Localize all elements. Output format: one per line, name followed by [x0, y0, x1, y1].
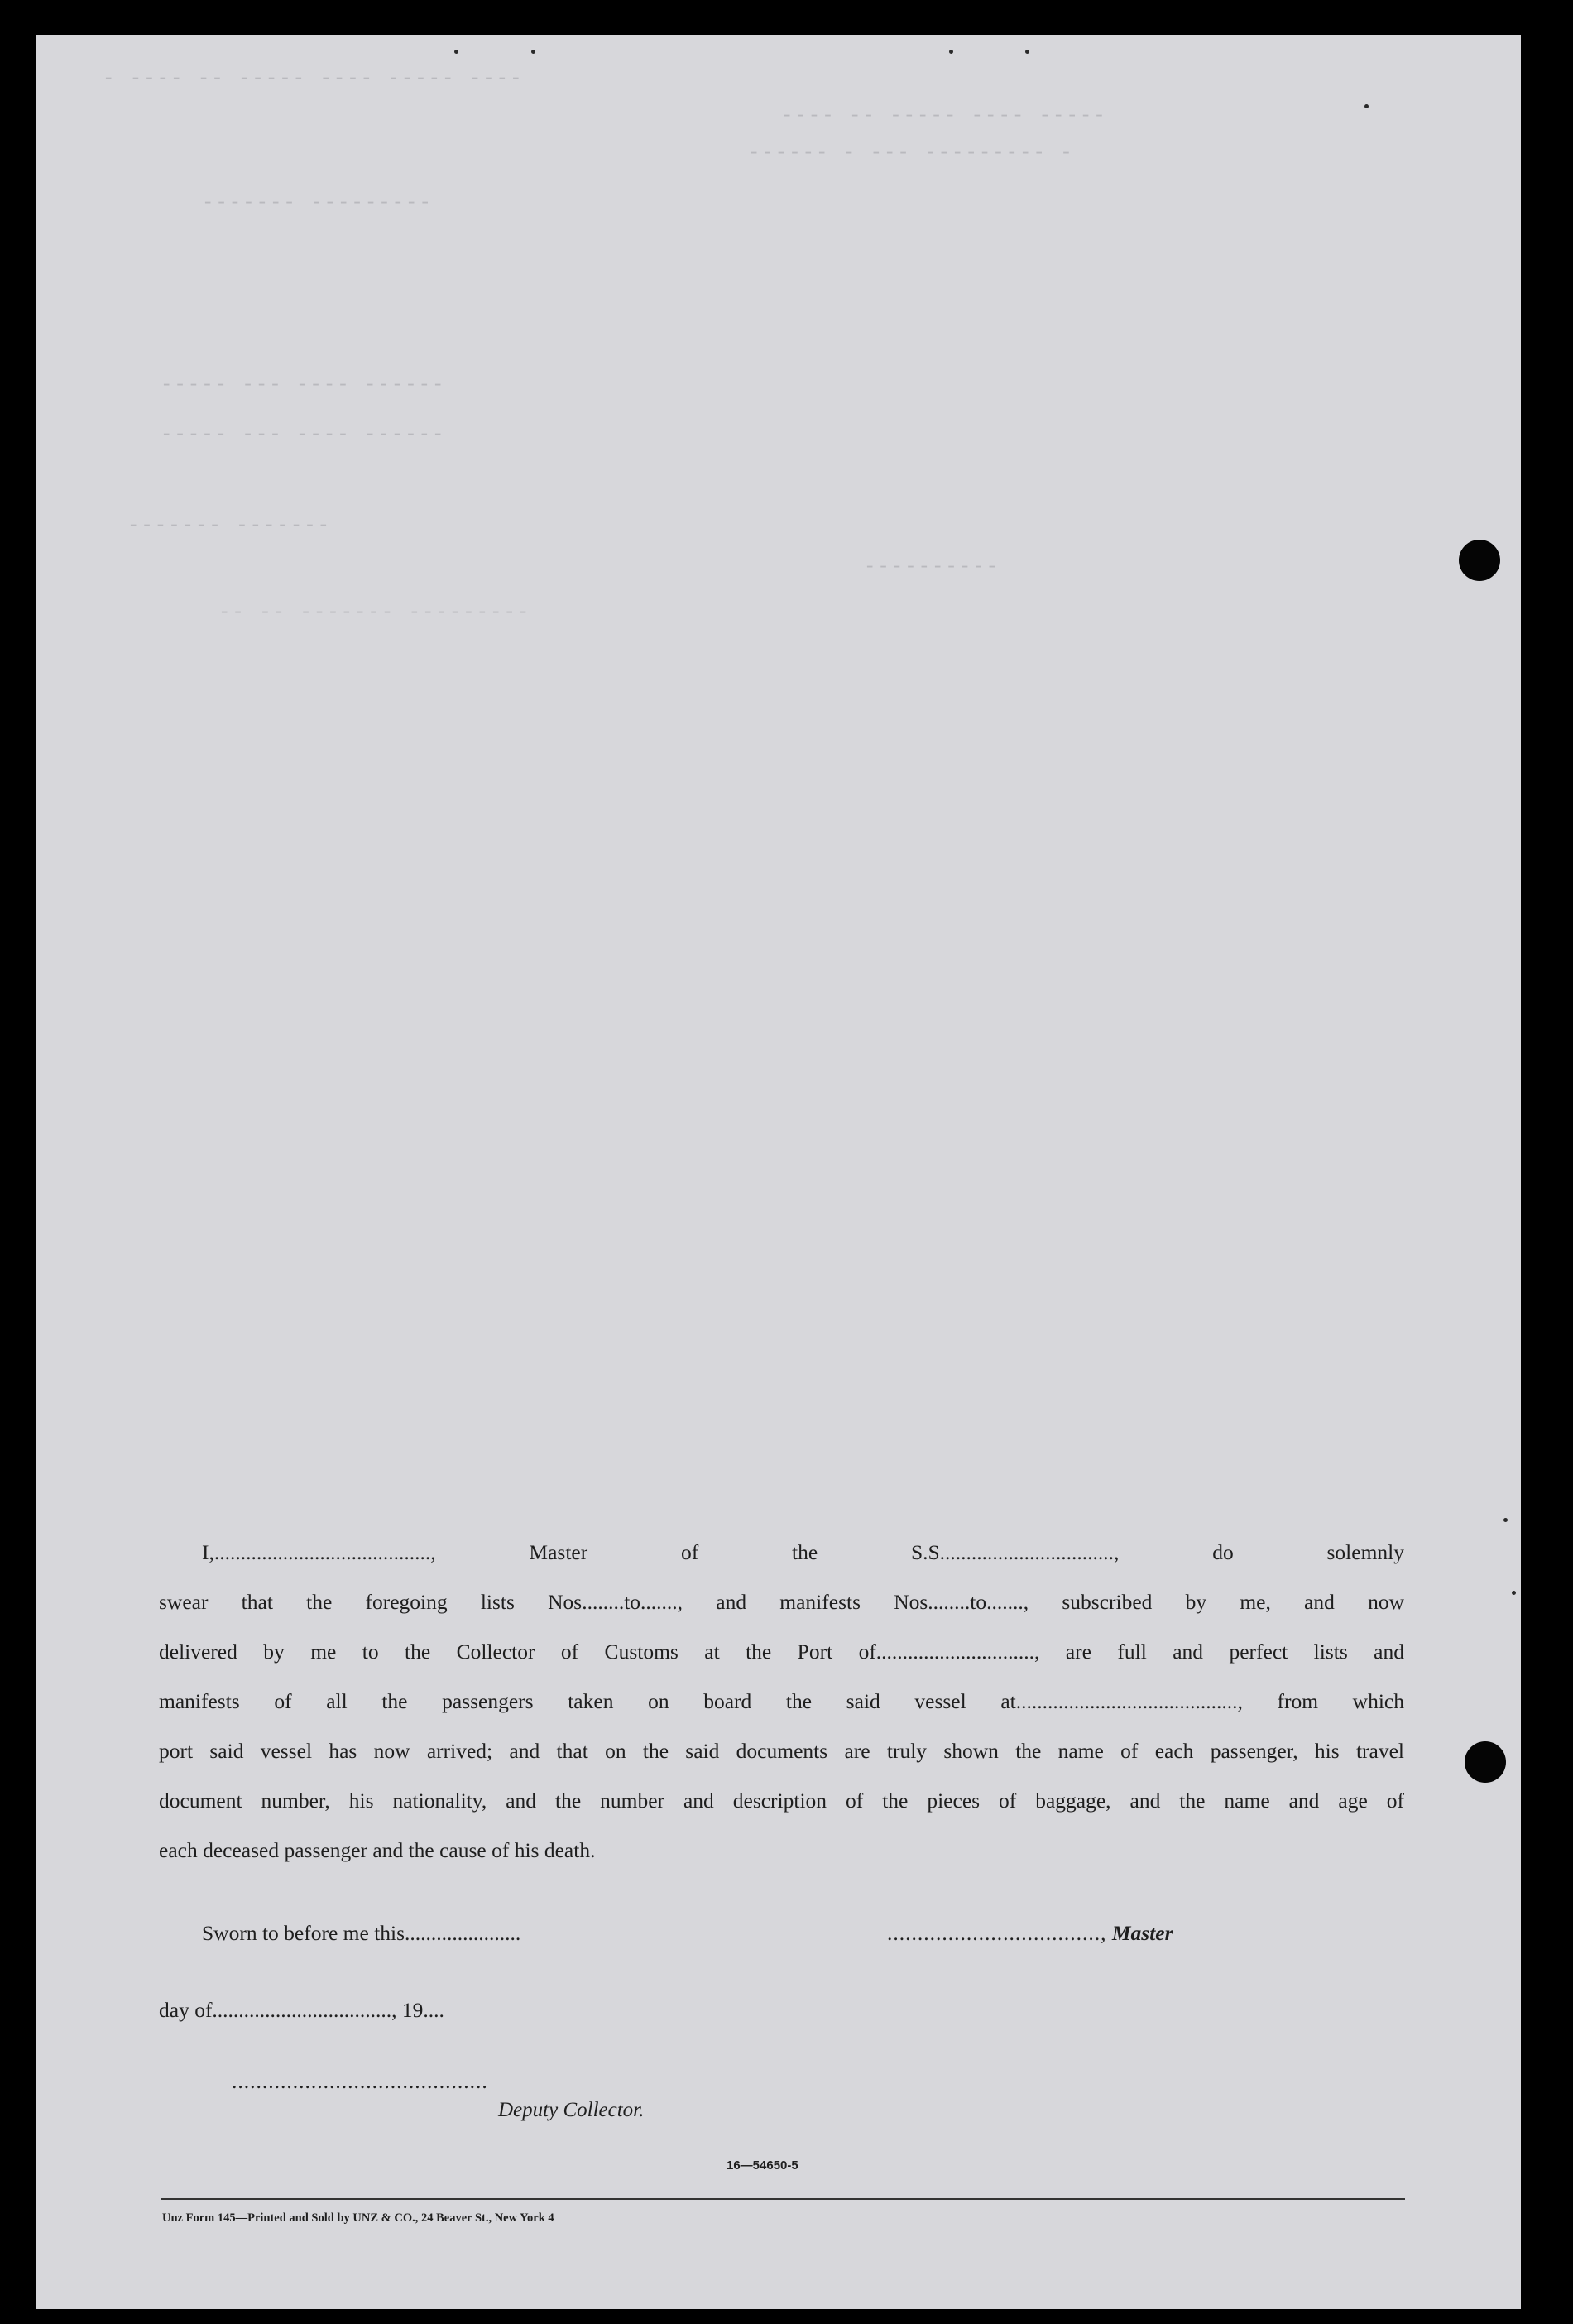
speck	[1512, 1591, 1516, 1595]
deputy-signature-dots: ..........................................	[232, 2069, 488, 2093]
deputy-collector-label: Deputy Collector.	[498, 2099, 645, 2121]
bleed-through-mark: ------ - --- --------- -	[748, 142, 1074, 165]
master-signature-dots: ...................................,	[887, 1921, 1107, 1945]
printer-imprint: Unz Form 145—Printed and Sold by UNZ & CO., 24 Beaver St., New York 4	[162, 2211, 554, 2225]
bleed-through-area	[36, 35, 1521, 697]
oath-line: document number, his nationality, and the number and description of the pieces of baggage, and the name and age of	[159, 1789, 1404, 1813]
master-oath	[159, 1528, 1404, 1875]
bleed-through-mark: ----- --- ---- ------	[161, 424, 446, 446]
oath-line: delivered by me to the Collector of Customs at the Port of.............................., are full and perfect lists and	[159, 1640, 1404, 1664]
oath-line: swear that the foregoing lists Nos........to......., and manifests Nos........to......., subscribed by me, and now	[159, 1590, 1404, 1614]
oath-line: manifests of all the passengers taken on board the said vessel at.........................................., from which	[159, 1689, 1404, 1713]
oath-line: each deceased passenger and the cause of his death.	[159, 1838, 596, 1862]
speck	[1364, 104, 1369, 108]
speck	[454, 50, 458, 54]
sworn-before-line: Sworn to before me this......................	[202, 1921, 521, 1945]
bleed-through-mark: - ---- -- ----- ---- ----- ----	[103, 68, 524, 90]
punch-hole	[1459, 540, 1500, 581]
speck	[1503, 1518, 1508, 1522]
master-label: Master	[1111, 1921, 1173, 1945]
master-signature-line	[887, 1921, 1173, 1946]
oath-line: port said vessel has now arrived; and that on the said documents are truly shown the name of each passenger, his travel	[159, 1739, 1404, 1763]
bleed-through-mark: ----------	[864, 556, 1000, 579]
bleed-through-mark: ----- --- ---- ------	[161, 374, 446, 396]
oath-line: I,........................................., Master of the S.S................................., do solemnly	[202, 1540, 1404, 1564]
document-page	[36, 35, 1521, 2309]
speck	[531, 50, 535, 54]
footer-rule	[161, 2198, 1405, 2200]
bleed-through-mark: ------- ---------	[202, 192, 433, 214]
speck	[949, 50, 953, 54]
speck	[1025, 50, 1029, 54]
bleed-through-mark: ------- -------	[127, 515, 332, 537]
bleed-through-mark: -- -- ------- ---------	[218, 602, 531, 624]
day-of-line: day of.................................., 19....	[159, 1998, 444, 2022]
form-number: 16—54650-5	[727, 2158, 798, 2173]
punch-hole	[1465, 1741, 1506, 1783]
bleed-through-mark: ---- -- ----- ---- -----	[781, 105, 1107, 127]
